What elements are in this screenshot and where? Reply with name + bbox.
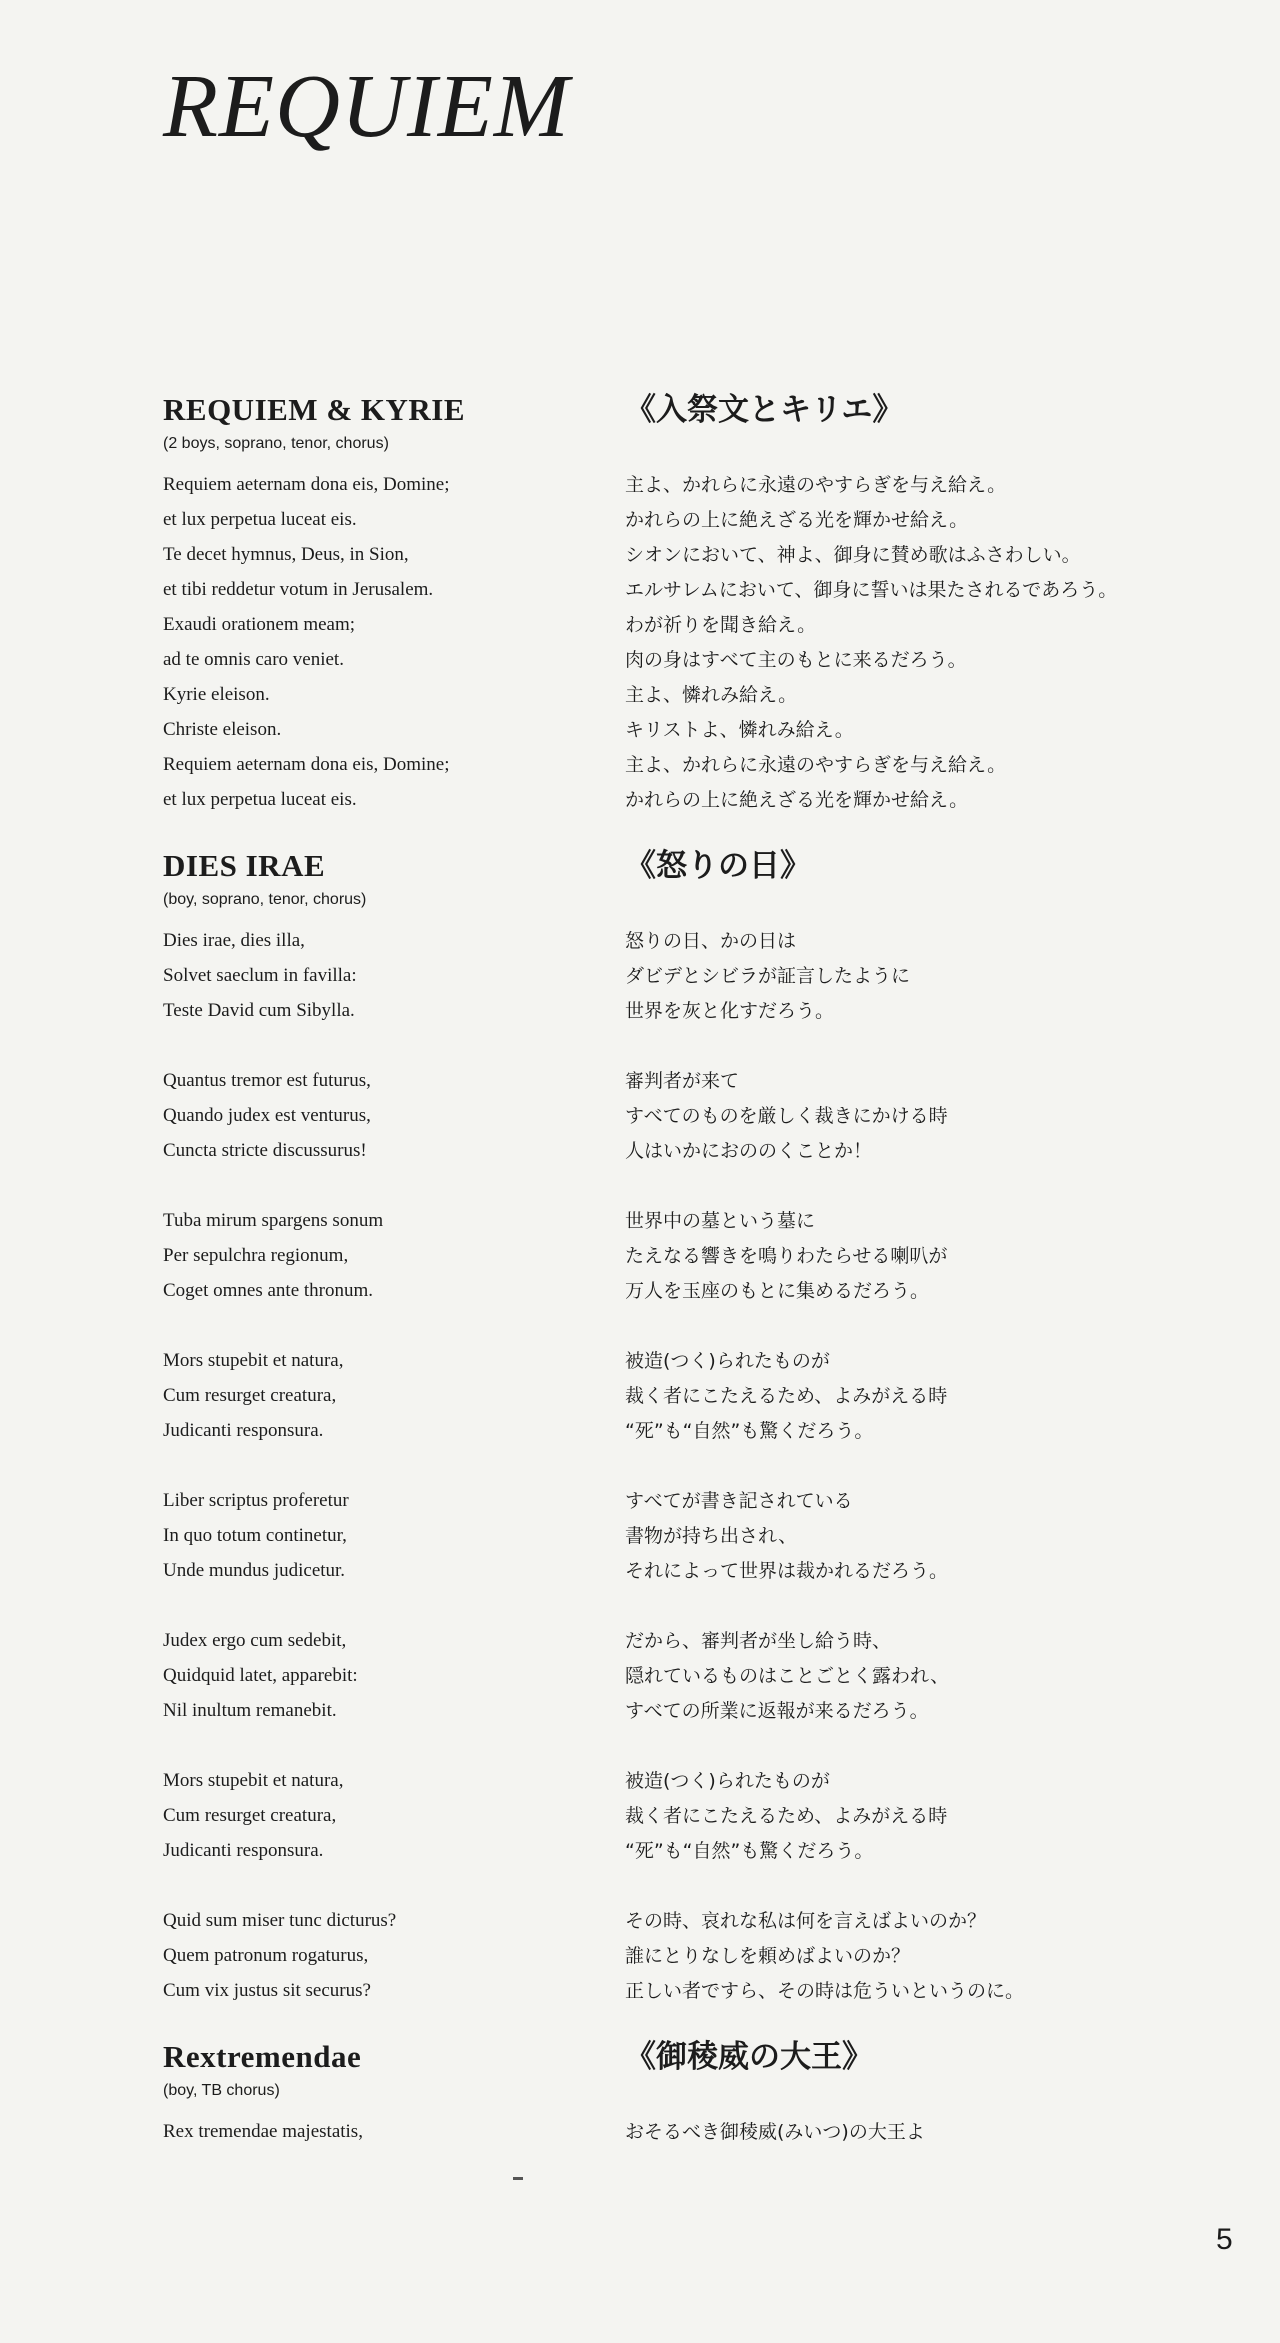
japanese-text: 書物が持ち出され、	[625, 1525, 798, 1547]
lyrics-section	[163, 390, 1163, 818]
stanza	[163, 1764, 1163, 1869]
japanese-text: ダビデとシビラが証言したように	[625, 965, 911, 987]
lyric-line	[163, 678, 1163, 713]
stanza	[163, 1064, 1163, 1169]
japanese-text: 主よ、かれらに永遠のやすらぎを与え給え。	[625, 754, 1007, 776]
japanese-text: だから、審判者が坐し給う時、	[625, 1630, 892, 1652]
section-voices: (boy, TB chorus)	[163, 2082, 280, 2099]
lyric-line	[163, 1379, 1163, 1414]
latin-text: Tuba mirum spargens sonum	[163, 1210, 384, 1231]
japanese-text: たえなる響きを鳴りわたらせる喇叭が	[625, 1245, 948, 1267]
lyric-line	[163, 1064, 1163, 1099]
lyric-line	[163, 538, 1163, 573]
japanese-text: おそるべき御稜威(みいつ)の大王よ	[625, 2121, 925, 2143]
stanza	[163, 1344, 1163, 1449]
lyric-line	[163, 783, 1163, 818]
lyric-line	[163, 748, 1163, 783]
latin-text: et tibi reddetur votum in Jerusalem.	[163, 579, 434, 600]
latin-text: Unde mundus judicetur.	[163, 1560, 346, 1581]
japanese-text: 主よ、憐れみ給え。	[625, 684, 798, 706]
lyric-line	[163, 643, 1163, 678]
section-title-japanese: 《怒りの日》	[625, 848, 811, 884]
lyric-line	[163, 1694, 1163, 1729]
latin-text: Quem patronum rogaturus,	[163, 1945, 369, 1966]
lyric-line	[163, 1519, 1163, 1554]
latin-text: Quid sum miser tunc dicturus?	[163, 1910, 397, 1931]
latin-text: Rex tremendae majestatis,	[163, 2121, 363, 2142]
latin-text: Te decet hymnus, Deus, in Sion,	[163, 544, 409, 565]
stanza	[163, 2115, 1163, 2150]
latin-text: ad te omnis caro veniet.	[163, 649, 344, 670]
stanza	[163, 1904, 1163, 2009]
section-title-latin: Rextremendae	[163, 2039, 362, 2074]
japanese-text: 被造(つく)られたものが	[625, 1350, 830, 1372]
japanese-text: それによって世界は裁かれるだろう。	[625, 1560, 949, 1582]
latin-text: et lux perpetua luceat eis.	[163, 509, 357, 530]
lyric-line	[163, 1484, 1163, 1519]
latin-text: Cuncta stricte discussurus!	[163, 1140, 367, 1161]
lyrics-section	[163, 2037, 1163, 2150]
lyric-line	[163, 713, 1163, 748]
latin-text: Judex ergo cum sedebit,	[163, 1630, 347, 1651]
latin-text: Judicanti responsura.	[163, 1420, 324, 1441]
lyric-line	[163, 959, 1163, 994]
japanese-text: その時、哀れな私は何を言えばよいのか？	[625, 1910, 987, 1932]
stanza	[163, 1204, 1163, 1309]
lyric-line	[163, 1204, 1163, 1239]
japanese-text: すべてのものを厳しく裁きにかける時	[625, 1105, 948, 1127]
latin-text: Solvet saeclum in favilla:	[163, 965, 357, 986]
japanese-text: わが祈りを聞き給え。	[625, 614, 817, 636]
lyric-line	[163, 1939, 1163, 1974]
latin-text: Quantus tremor est futurus,	[163, 1070, 371, 1091]
japanese-text: かれらの上に絶えざる光を輝かせ給え。	[625, 509, 969, 531]
japanese-text: “死”も“自然”も驚くだろう。	[625, 1420, 874, 1442]
stanza	[163, 468, 1163, 818]
print-mark	[513, 2177, 523, 2180]
lyric-line	[163, 1554, 1163, 1589]
latin-text: Nil inultum remanebit.	[163, 1700, 337, 1721]
lyric-line	[163, 1764, 1163, 1799]
latin-text: Mors stupebit et natura,	[163, 1350, 344, 1371]
lyrics-section	[163, 846, 1163, 2009]
lyric-line	[163, 1624, 1163, 1659]
latin-text: Liber scriptus proferetur	[163, 1490, 349, 1511]
lyric-line	[163, 1099, 1163, 1134]
japanese-text: 世界を灰と化すだろう。	[625, 1000, 835, 1022]
japanese-text: 怒りの日、かの日は	[625, 930, 797, 952]
lyric-line	[163, 924, 1163, 959]
japanese-text: エルサレムにおいて、御身に誓いは果たされるであろう。	[625, 579, 1118, 601]
lyric-line	[163, 1274, 1163, 1309]
stanza	[163, 1624, 1163, 1729]
lyric-line	[163, 1344, 1163, 1379]
japanese-text: 被造(つく)られたものが	[625, 1770, 830, 1792]
lyric-line	[163, 608, 1163, 643]
section-header	[163, 846, 1163, 924]
section-title-japanese: 《入祭文とキリエ》	[625, 392, 904, 428]
japanese-text: 隠れているものはことごとく露われ、	[625, 1665, 950, 1687]
latin-text: Per sepulchra regionum,	[163, 1245, 349, 1266]
japanese-text: “死”も“自然”も驚くだろう。	[625, 1840, 874, 1862]
section-voices: (boy, soprano, tenor, chorus)	[163, 891, 367, 908]
japanese-text: 主よ、かれらに永遠のやすらぎを与え給え。	[625, 474, 1007, 496]
japanese-text: すべての所業に返報が来るだろう。	[625, 1700, 929, 1722]
section-header	[163, 390, 1163, 468]
japanese-text: 万人を玉座のもとに集めるだろう。	[625, 1280, 930, 1302]
lyric-line	[163, 1659, 1163, 1694]
stanza	[163, 924, 1163, 1029]
latin-text: Kyrie eleison.	[163, 684, 270, 705]
japanese-text: 正しい者ですら、その時は危ういというのに。	[625, 1980, 1025, 2002]
latin-text: Quando judex est venturus,	[163, 1105, 371, 1126]
section-voices: (2 boys, soprano, tenor, chorus)	[163, 435, 389, 452]
lyric-line	[163, 1904, 1163, 1939]
lyric-line	[163, 468, 1163, 503]
japanese-text: すべてが書き記されている	[625, 1490, 853, 1512]
section-title-japanese: 《御稜威の大王》	[625, 2039, 873, 2075]
section-title-latin: REQUIEM & KYRIE	[163, 392, 466, 427]
lyric-line	[163, 1239, 1163, 1274]
section-header	[163, 2037, 1163, 2115]
latin-text: Teste David cum Sibylla.	[163, 1000, 355, 1021]
lyric-line	[163, 994, 1163, 1029]
lyric-line	[163, 1974, 1163, 2009]
latin-text: Cum resurget creatura,	[163, 1385, 337, 1406]
latin-text: Judicanti responsura.	[163, 1840, 324, 1861]
lyric-line	[163, 1799, 1163, 1834]
lyric-line	[163, 1134, 1163, 1169]
latin-text: Dies irae, dies illa,	[163, 930, 305, 951]
japanese-text: 審判者が来て	[625, 1070, 740, 1092]
latin-text: Quidquid latet, apparebit:	[163, 1665, 358, 1686]
lyric-line	[163, 503, 1163, 538]
latin-text: Mors stupebit et natura,	[163, 1770, 344, 1791]
section-title-latin: DIES IRAE	[163, 848, 326, 883]
japanese-text: 世界中の墓という墓に	[625, 1210, 816, 1232]
japanese-text: 人はいかにおののくことか！	[625, 1140, 873, 1162]
page-number: 5	[1216, 2223, 1233, 2256]
japanese-text: かれらの上に絶えざる光を輝かせ給え。	[625, 789, 969, 811]
latin-text: Christe eleison.	[163, 719, 282, 740]
stanza	[163, 1484, 1163, 1589]
japanese-text: 裁く者にこたえるため、よみがえる時	[625, 1805, 948, 1827]
page-title: REQUIEM	[163, 57, 570, 156]
latin-text: In quo totum continetur,	[163, 1525, 347, 1546]
latin-text: Exaudi orationem meam;	[163, 614, 356, 635]
japanese-text: 裁く者にこたえるため、よみがえる時	[625, 1385, 948, 1407]
lyric-line	[163, 1414, 1163, 1449]
japanese-text: シオンにおいて、神よ、御身に賛め歌はふさわしい。	[625, 544, 1081, 566]
latin-text: Requiem aeternam dona eis, Domine;	[163, 474, 450, 495]
japanese-text: 肉の身はすべて主のもとに来るだろう。	[625, 649, 967, 671]
latin-text: Cum vix justus sit securus?	[163, 1980, 371, 2001]
latin-text: Cum resurget creatura,	[163, 1805, 337, 1826]
latin-text: Coget omnes ante thronum.	[163, 1280, 374, 1301]
lyrics-sections	[163, 390, 1163, 2178]
latin-text: Requiem aeternam dona eis, Domine;	[163, 754, 450, 775]
lyric-line	[163, 2115, 1163, 2150]
lyric-line	[163, 573, 1163, 608]
lyric-line	[163, 1834, 1163, 1869]
japanese-text: キリストよ、憐れみ給え。	[625, 719, 854, 741]
latin-text: et lux perpetua luceat eis.	[163, 789, 357, 810]
japanese-text: 誰にとりなしを頼めばよいのか？	[625, 1945, 911, 1967]
